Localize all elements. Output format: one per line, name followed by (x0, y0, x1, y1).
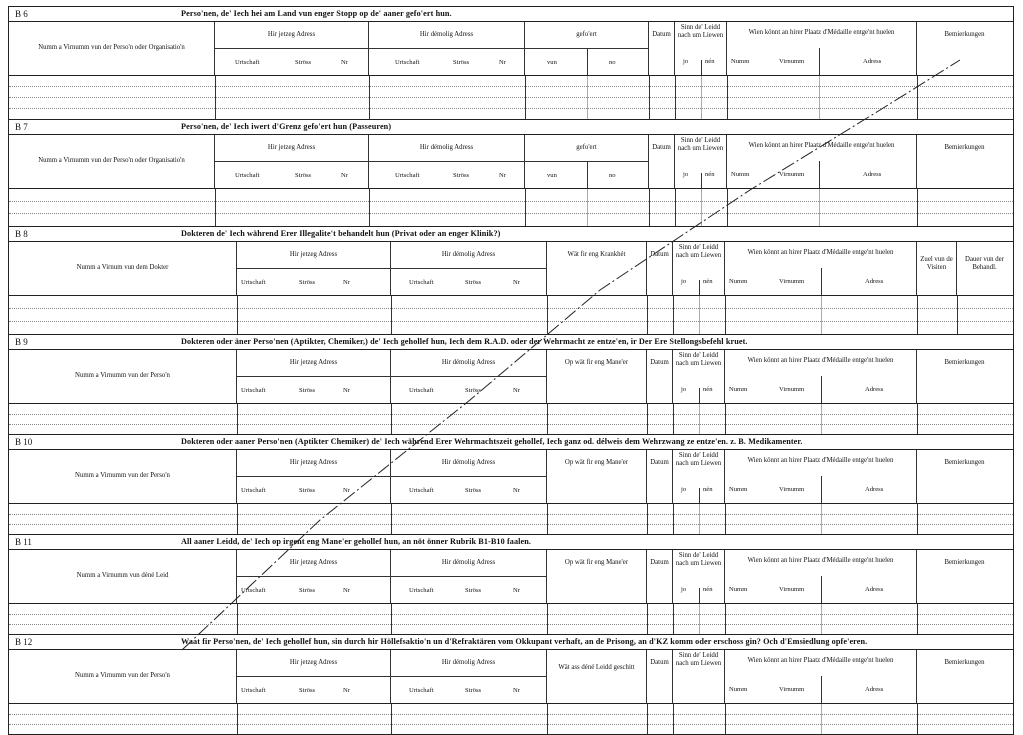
medal-address-label: Adress (865, 386, 884, 393)
current-address-label: Hir jetzeg Adress (289, 659, 338, 666)
no-label: nén (703, 278, 713, 285)
street-label: Ströss (299, 487, 316, 494)
section-b6 (8, 6, 1014, 120)
entry-rows (9, 296, 1013, 335)
nr-label: Nr (341, 172, 348, 179)
suffered-label: Wät ass déné Leidd geschitt (558, 664, 635, 671)
section-code: B 9 (15, 337, 28, 347)
medal-name-label: Numm (729, 278, 748, 285)
nr-label: Nr (513, 587, 520, 594)
section-title: Dokteren de' Iech während Erer Illegalite't behandelt hun (Privat oder an enger Klinik?) (181, 229, 501, 238)
yes-label: jo (681, 386, 687, 393)
duration-label: Dauer vun der Behandl. (965, 256, 1004, 271)
nr-label: Nr (499, 59, 506, 66)
medal-firstname-label: Virnumm (779, 586, 805, 593)
medal-label: Wien könnt an hirer Plaatz d'Médaille entge'nt huelen (748, 142, 895, 149)
name-column-label: Numm a Virnumm vun der Perso'n (75, 372, 170, 379)
no-label: nén (703, 486, 713, 493)
street-label: Ströss (299, 279, 316, 286)
nr-label: Nr (343, 487, 350, 494)
medal-label: Wien könnt an hirer Plaatz d'Médaille entge'nt huelen (747, 457, 894, 464)
date-label: Datum (650, 251, 669, 258)
street-label: Ströss (465, 387, 482, 394)
section-code: B 11 (15, 537, 32, 547)
nr-label: Nr (343, 279, 350, 286)
nr-label: Nr (343, 687, 350, 694)
entry-rows (9, 76, 1013, 120)
remarks-label: Bemierkungen (944, 144, 985, 151)
section-title-row (9, 227, 1013, 242)
entry-rows (9, 404, 1013, 435)
town-label: Urtschaft (409, 487, 434, 494)
section-title-row (9, 635, 1013, 650)
date-label: Datum (652, 144, 671, 151)
name-column-label: Numm a Virnumm vun der Perso'n (75, 472, 170, 479)
medal-firstname-label: Virnumm (779, 386, 805, 393)
form-sheet (8, 6, 1014, 735)
medal-label: Wien könnt an hirer Plaatz d'Médaille entge'nt huelen (747, 657, 894, 664)
street-label: Ströss (465, 587, 482, 594)
section-b8 (8, 227, 1014, 335)
medal-firstname-label: Virnumm (779, 278, 805, 285)
entry-rows (9, 189, 1013, 227)
section-b10 (8, 435, 1014, 535)
medal-firstname-label: Virnumm (779, 486, 805, 493)
former-address-label: Hir démolig Adress (441, 659, 496, 666)
remarks-label: Bemierkungen (944, 559, 985, 566)
section-title-row (9, 435, 1013, 450)
street-label: Ströss (465, 687, 482, 694)
nr-label: Nr (343, 587, 350, 594)
town-label: Urtschaft (409, 387, 434, 394)
column-header (9, 450, 1013, 504)
town-label: Urtschaft (409, 587, 434, 594)
medal-name-label: Numm (729, 486, 748, 493)
medal-firstname-label: Virnumm (779, 58, 805, 65)
section-title: All aaner Leidd, de' Iech op irgent eng Mane'er gehollef hun, an nöt önner Rubrik B1-B10 faalen. (181, 537, 532, 546)
imprisoned-label: gefo'ert (576, 31, 597, 38)
medal-name-label: Numm (731, 171, 750, 178)
no-label: nén (703, 586, 713, 593)
medal-address-label: Adress (865, 686, 884, 693)
town-label: Urtschaft (395, 59, 420, 66)
manner-label: Op wät fir eng Mane'er (564, 359, 629, 366)
medal-address-label: Adress (863, 171, 882, 178)
yes-label: jo (683, 171, 689, 178)
street-label: Ströss (299, 587, 316, 594)
town-label: Urtschaft (241, 387, 266, 394)
medal-label: Wien könnt an hirer Plaatz d'Médaille entge'nt huelen (747, 249, 894, 256)
town-label: Urtschaft (235, 172, 260, 179)
section-b12 (8, 635, 1014, 735)
medal-name-label: Numm (729, 686, 748, 693)
former-address-label: Hir démolig Adress (441, 359, 496, 366)
street-label: Ströss (299, 687, 316, 694)
section-b9 (8, 335, 1014, 435)
street-label: Ströss (465, 487, 482, 494)
town-label: Urtschaft (395, 172, 420, 179)
section-title-row (9, 335, 1013, 350)
current-address-label: Hir jetzeg Adress (267, 31, 316, 38)
alive-label: Sinn de' Leidd nach um Liewen (675, 552, 722, 567)
current-address-label: Hir jetzeg Adress (289, 459, 338, 466)
to-label: no (609, 59, 616, 66)
alive-label: Sinn de' Leidd nach um Liewen (675, 652, 722, 667)
name-column-label: Numm a Virnumm vun der Perso'n (75, 672, 170, 679)
current-address-label: Hir jetzeg Adress (289, 359, 338, 366)
street-label: Ströss (295, 172, 312, 179)
no-label: nén (703, 386, 713, 393)
name-column-label: Numm a Virnumm vun der Perso'n oder Organisatio'n (38, 44, 185, 51)
column-header (9, 650, 1013, 704)
yes-label: jo (681, 278, 687, 285)
nr-label: Nr (513, 387, 520, 394)
alive-label: Sinn de' Leidd nach um Liewen (677, 137, 724, 152)
nr-label: Nr (341, 59, 348, 66)
name-column-label: Numm a Virnum vun dem Dokter (76, 264, 169, 271)
section-title: Dokteren oder aaner Perso'nen (Aptikter Chemiker) de' Iech während Erer Wehrmachtszeit gehollef, Iech ganz od. délweis dem Wehrzwang ze entze'en. z. B. Medikamenter. (181, 437, 803, 446)
no-label: nén (705, 171, 715, 178)
nr-label: Nr (513, 687, 520, 694)
former-address-label: Hir démolig Adress (419, 31, 474, 38)
former-address-label: Hir démolig Adress (441, 559, 496, 566)
current-address-label: Hir jetzeg Adress (289, 251, 338, 258)
former-address-label: Hir démolig Adress (441, 251, 496, 258)
medal-firstname-label: Virnumm (779, 686, 805, 693)
medal-address-label: Adress (865, 486, 884, 493)
remarks-label: Bemierkungen (944, 31, 985, 38)
to-label: no (609, 172, 616, 179)
medal-address-label: Adress (865, 586, 884, 593)
section-title: Dokteren oder äner Perso'nen (Aptikter, Chemiker,) de' Iech gehollef hun, Iech dem R.A.D. oder der Wehrmacht ze entze'en, ir Der Ere Stellongsbefehl kruet. (181, 337, 748, 346)
column-header (9, 135, 1013, 189)
section-code: B 7 (15, 122, 28, 132)
section-title: Perso'nen, de' Iech hei am Land vun enger Stopp op de' aaner gefo'ert hun. (181, 9, 452, 18)
section-title-row (9, 7, 1013, 22)
section-title: Waat fir Perso'nen, de' Iech gehollef hun, sin durch hir Höllefsaktio'n un d'Refraktären vom Okkupant verhaft, an de Prisong, an d'KZ komm oder erschoss gin? Och d'Emsiedlung opfe'eren. (181, 637, 868, 646)
medal-label: Wien könnt an hirer Plaatz d'Médaille entge'nt huelen (748, 29, 895, 36)
section-title-row (9, 535, 1013, 550)
nr-label: Nr (513, 279, 520, 286)
name-column-label: Numm a Virnumm vun déné Leid (76, 572, 169, 579)
column-header (9, 550, 1013, 604)
town-label: Urtschaft (409, 279, 434, 286)
medal-address-label: Adress (863, 58, 882, 65)
section-title-row (9, 120, 1013, 135)
section-b7 (8, 120, 1014, 227)
street-label: Ströss (465, 279, 482, 286)
medal-name-label: Numm (729, 586, 748, 593)
entry-rows (9, 604, 1013, 635)
section-code: B 6 (15, 9, 28, 19)
alive-label: Sinn de' Leidd nach um Liewen (675, 452, 722, 467)
alive-label: Sinn de' Leidd nach um Liewen (675, 352, 722, 367)
alive-label: Sinn de' Leidd nach um Liewen (675, 244, 722, 259)
date-label: Datum (650, 559, 669, 566)
nr-label: Nr (513, 487, 520, 494)
date-label: Datum (650, 459, 669, 466)
section-code: B 12 (15, 637, 33, 647)
date-label: Datum (652, 31, 671, 38)
from-label: vun (547, 59, 557, 66)
from-label: vun (547, 172, 557, 179)
column-header (9, 242, 1013, 296)
no-label: nén (705, 58, 715, 65)
medal-name-label: Numm (729, 386, 748, 393)
entry-rows (9, 504, 1013, 535)
street-label: Ströss (453, 172, 470, 179)
entry-rows (9, 704, 1013, 735)
town-label: Urtschaft (241, 487, 266, 494)
current-address-label: Hir jetzeg Adress (289, 559, 338, 566)
manner-label: Op wät fir eng Mane'er (564, 459, 629, 466)
date-label: Datum (650, 359, 669, 366)
medal-address-label: Adress (865, 278, 884, 285)
name-column-label: Numm a Virnumm vun der Perso'n oder Organisatio'n (38, 157, 185, 164)
yes-label: jo (681, 486, 687, 493)
street-label: Ströss (299, 387, 316, 394)
medal-label: Wien könnt an hirer Plaatz d'Médaille entge'nt huelen (747, 357, 894, 364)
section-title: Perso'nen, de' Iech iwert d'Grenz gefo'ert hun (Passeuren) (181, 122, 392, 131)
medal-label: Wien könnt an hirer Plaatz d'Médaille entge'nt huelen (747, 557, 894, 564)
column-header (9, 22, 1013, 76)
town-label: Urtschaft (235, 59, 260, 66)
illness-label: Wät fir eng Krankhét (567, 251, 626, 258)
remarks-label: Bemierkungen (944, 359, 985, 366)
alive-label: Sinn de' Leidd nach um Liewen (677, 24, 724, 39)
former-address-label: Hir démolig Adress (419, 144, 474, 151)
former-address-label: Hir démolig Adress (441, 459, 496, 466)
section-code: B 10 (15, 437, 33, 447)
remarks-label: Bemierkungen (944, 459, 985, 466)
town-label: Urtschaft (409, 687, 434, 694)
street-label: Ströss (453, 59, 470, 66)
current-address-label: Hir jetzeg Adress (267, 144, 316, 151)
yes-label: jo (681, 586, 687, 593)
town-label: Urtschaft (241, 687, 266, 694)
nr-label: Nr (499, 172, 506, 179)
nr-label: Nr (343, 387, 350, 394)
date-label: Datum (650, 659, 669, 666)
visits-label: Zuel vun de Visiten (920, 256, 953, 271)
imprisoned-label: gefo'ert (576, 144, 597, 151)
manner-label: Op wät fir eng Mane'er (564, 559, 629, 566)
town-label: Urtschaft (241, 587, 266, 594)
street-label: Ströss (295, 59, 312, 66)
remarks-label: Bemierkungen (944, 659, 985, 666)
section-b11 (8, 535, 1014, 635)
medal-name-label: Numm (731, 58, 750, 65)
yes-label: jo (683, 58, 689, 65)
town-label: Urtschaft (241, 279, 266, 286)
medal-firstname-label: Virnumm (779, 171, 805, 178)
column-header (9, 350, 1013, 404)
section-code: B 8 (15, 229, 28, 239)
